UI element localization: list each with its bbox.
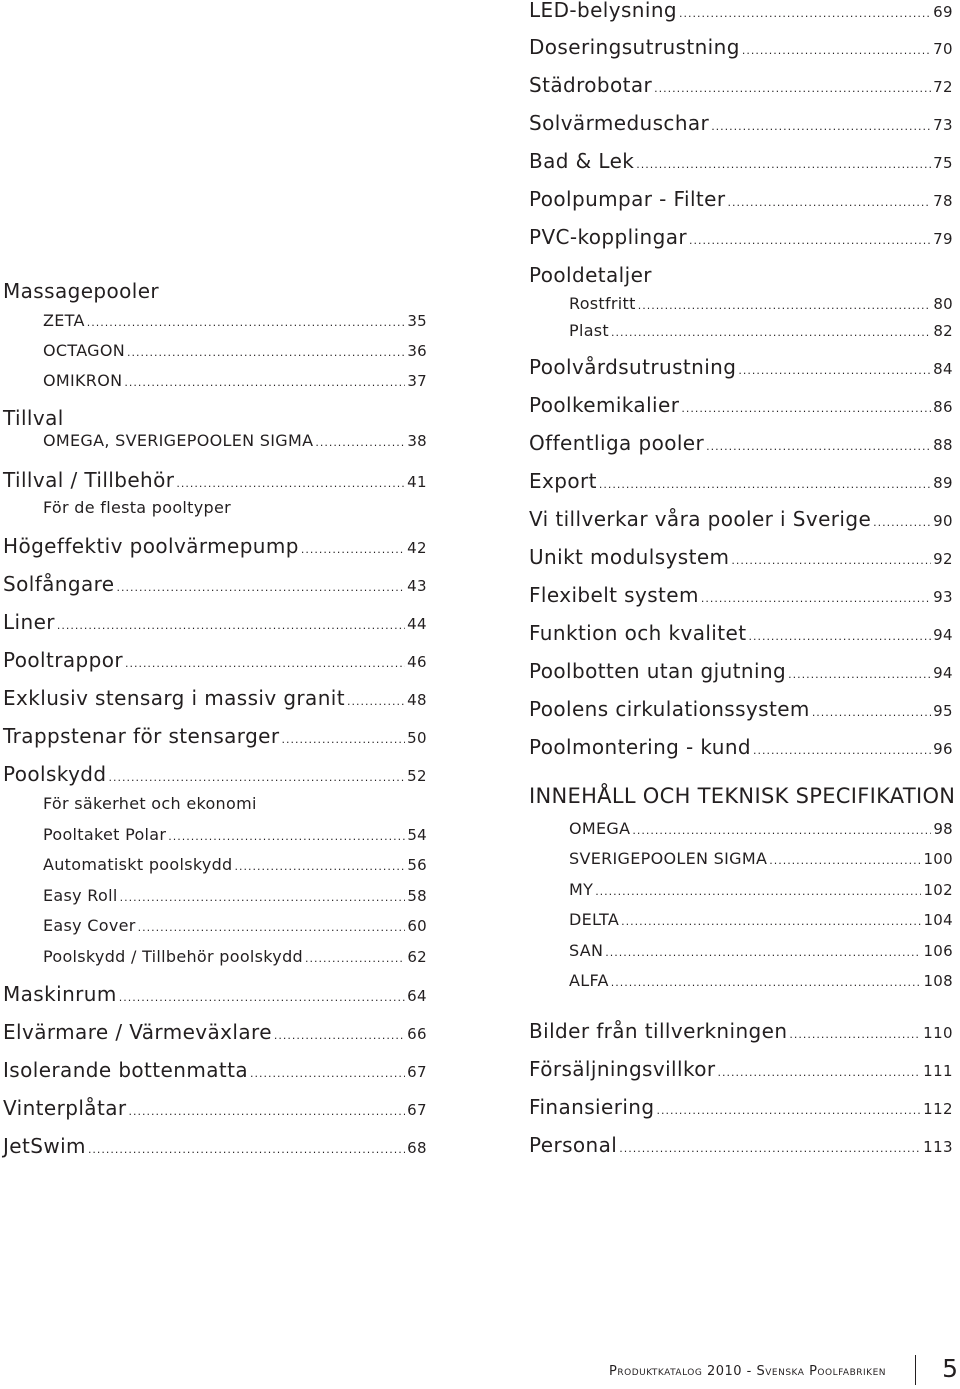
toc-entry (529, 75, 953, 95)
dot-leader (57, 620, 405, 631)
toc-entry (529, 973, 953, 989)
toc-page-number: 67 (407, 1101, 427, 1119)
toc-page-number: 78 (933, 192, 953, 210)
toc-entry (3, 764, 427, 784)
toc-entry-label: Solvärmeduschar (529, 111, 710, 135)
toc-entry (3, 688, 427, 708)
toc-entry-label: Export (529, 469, 597, 493)
toc-entry (3, 949, 427, 965)
toc-heading (529, 784, 956, 808)
toc-entry-label: Personal (529, 1133, 618, 1157)
toc-entry-label: DELTA (569, 910, 620, 929)
dot-leader (301, 544, 405, 555)
toc-page-number: 102 (923, 881, 953, 899)
dot-leader (706, 441, 931, 452)
toc-entry-label: Poolvårdsutrustning (529, 355, 737, 379)
toc-page-number: 90 (933, 512, 953, 530)
toc-page-number: 44 (407, 615, 427, 633)
toc-entry-label: Finansiering (529, 1095, 655, 1119)
toc-page-number: 38 (407, 432, 427, 450)
toc-page-number: 84 (933, 360, 953, 378)
toc-page-number: 93 (933, 588, 953, 606)
toc-entry (529, 296, 953, 312)
toc-entry-label: Doseringsutrustning (529, 35, 740, 59)
footer-divider (915, 1355, 916, 1385)
toc-page-number: 62 (407, 948, 427, 966)
toc-heading (3, 281, 427, 301)
dot-leader (748, 631, 931, 642)
toc-entry (529, 509, 953, 529)
toc-entry-label: Pooltaket Polar (43, 825, 167, 844)
toc-entry (3, 984, 427, 1004)
toc-entry (529, 699, 953, 719)
toc-heading-label: Tillval (3, 406, 64, 430)
toc-entry-label: Tillval / Tillbehör (3, 468, 175, 492)
dot-leader (595, 886, 921, 897)
toc-entry (529, 433, 953, 453)
dot-leader (119, 992, 405, 1003)
toc-entry-label: Poolens cirkulationssystem (529, 697, 810, 721)
toc-entry-label: Easy Roll (43, 886, 118, 905)
toc-page-number: 79 (933, 230, 953, 248)
dot-leader (599, 479, 931, 490)
toc-entry-label: LED-belysning (529, 0, 678, 22)
toc-page-number: 73 (933, 116, 953, 134)
toc-entry-label: Trappstenar för stensarger (3, 724, 280, 748)
toc-page-number: 113 (923, 1138, 953, 1156)
toc-entry (529, 851, 953, 867)
toc-entry (529, 37, 953, 57)
toc-page-number: 36 (407, 342, 427, 360)
toc-entry-label: Maskinrum (3, 982, 117, 1006)
dot-leader (282, 734, 406, 745)
toc-page-number: 96 (933, 740, 953, 758)
toc-page-number: 50 (407, 729, 427, 747)
dot-leader (87, 317, 406, 328)
dot-leader (611, 977, 922, 988)
toc-heading (3, 408, 427, 428)
toc-entry (529, 1059, 953, 1079)
dot-leader (605, 947, 921, 958)
toc-page-number: 82 (933, 322, 953, 340)
toc-entry-label: Poolskydd / Tillbehör poolskydd (43, 947, 303, 966)
dot-leader (124, 377, 405, 388)
dot-leader (127, 347, 405, 358)
toc-entry (529, 821, 953, 837)
dot-leader (638, 300, 932, 311)
toc-entry-label: Offentliga pooler (529, 431, 705, 455)
toc-entry (529, 471, 953, 491)
toc-entry-label: OMEGA, SVERIGEPOOLEN SIGMA (43, 431, 314, 450)
dot-leader (738, 365, 931, 376)
toc-page-number: 46 (407, 653, 427, 671)
toc-page-number: 64 (407, 987, 427, 1005)
toc-entry (3, 373, 427, 389)
toc-entry (3, 918, 427, 934)
toc-page-number: 56 (407, 856, 427, 874)
dot-leader (305, 953, 405, 964)
toc-entry (529, 323, 953, 339)
toc-page-number: 72 (933, 78, 953, 96)
dot-leader (636, 159, 931, 170)
dot-leader (711, 121, 931, 132)
toc-entry (3, 1098, 427, 1118)
toc-entry-label: Easy Cover (43, 916, 136, 935)
toc-entry (529, 0, 953, 20)
toc-entry-label: Automatiskt poolskydd (43, 855, 233, 874)
dot-leader (235, 861, 406, 872)
toc-entry (529, 151, 953, 171)
toc-entry-label: SVERIGEPOOLEN SIGMA (569, 849, 768, 868)
toc-entry (3, 726, 427, 746)
dot-leader (88, 1144, 405, 1155)
toc-heading-label: Pooldetaljer (529, 263, 652, 287)
toc-page-number: 35 (407, 312, 427, 330)
toc-entry (529, 882, 953, 898)
toc-entry-label: ZETA (43, 311, 85, 330)
toc-page-number: 100 (923, 850, 953, 868)
toc-heading-label: För säkerhet och ekonomi (43, 794, 257, 813)
dot-leader (689, 235, 931, 246)
toc-entry-label: Isolerande bottenmatta (3, 1058, 249, 1082)
toc-page-number: 94 (933, 664, 953, 682)
toc-page-number: 110 (923, 1024, 953, 1042)
toc-entry (3, 536, 427, 556)
toc-page-number: 43 (407, 577, 427, 595)
toc-heading-label: För de flesta pooltyper (43, 498, 231, 517)
toc-entry (529, 943, 953, 959)
dot-leader (769, 855, 921, 866)
toc-page-number: 104 (923, 911, 953, 929)
toc-entry (529, 661, 953, 681)
toc-page-number: 106 (923, 942, 953, 960)
toc-entry-label: Solfångare (3, 572, 115, 596)
dot-leader (718, 1067, 922, 1078)
toc-heading (3, 796, 427, 812)
toc-entry-label: Exklusiv stensarg i massiv granit (3, 686, 345, 710)
dot-leader (742, 45, 931, 56)
toc-entry (529, 1021, 953, 1041)
toc-entry (529, 585, 953, 605)
toc-entry (3, 888, 427, 904)
page-footer (0, 1352, 960, 1386)
toc-entry (3, 313, 427, 329)
toc-entry (3, 574, 427, 594)
toc-page-number: 92 (933, 550, 953, 568)
toc-entry-label: Poolskydd (3, 762, 107, 786)
toc-entry-label: Elvärmare / Värmeväxlare (3, 1020, 272, 1044)
dot-leader (656, 1105, 921, 1116)
dot-leader (120, 892, 406, 903)
toc-page-number: 67 (407, 1063, 427, 1081)
dot-leader (125, 658, 405, 669)
toc-entry (3, 433, 427, 449)
toc-entry-label: Poolbotten utan gjutning (529, 659, 787, 683)
toc-page-number: 58 (407, 887, 427, 905)
toc-entry-label: Flexibelt system (529, 583, 699, 607)
toc-entry (529, 357, 953, 377)
toc-page-number: 98 (933, 820, 953, 838)
toc-entry-label: Liner (3, 610, 55, 634)
toc-entry-label: Högeffektiv poolvärmepump (3, 534, 299, 558)
toc-entry-label: Pooltrappor (3, 648, 123, 672)
dot-leader (812, 707, 931, 718)
toc-entry-label: OMIKRON (43, 371, 123, 390)
toc-page-number: 68 (407, 1139, 427, 1157)
toc-entry (529, 227, 953, 247)
dot-leader (138, 922, 406, 933)
toc-page-number: 52 (407, 767, 427, 785)
toc-entry (3, 827, 427, 843)
dot-leader (788, 669, 931, 680)
toc-entry (3, 1022, 427, 1042)
dot-leader (731, 555, 931, 566)
toc-page-number: 37 (407, 372, 427, 390)
toc-page-number: 108 (923, 972, 953, 990)
dot-leader (679, 8, 931, 19)
dot-leader (619, 1143, 921, 1154)
toc-page-number: 70 (933, 40, 953, 58)
toc-entry-label: Vi tillverkar våra pooler i Sverige (529, 507, 872, 531)
toc-heading-label: Massagepooler (3, 279, 160, 303)
toc-entry-label: OMEGA (569, 819, 631, 838)
dot-leader (347, 696, 405, 707)
toc-entry-label: OCTAGON (43, 341, 126, 360)
toc-page-number: 112 (923, 1100, 953, 1118)
toc-entry-label: Vinterplåtar (3, 1096, 127, 1120)
toc-entry (529, 547, 953, 567)
toc-heading (529, 265, 953, 285)
toc-entry-label: Städrobotar (529, 73, 653, 97)
toc-entry-label: Poolmontering - kund (529, 735, 752, 759)
dot-leader (632, 825, 931, 836)
dot-leader (250, 1068, 405, 1079)
dot-leader (701, 593, 931, 604)
toc-page-number: 111 (923, 1062, 953, 1080)
toc-entry (529, 912, 953, 928)
toc-page-number: 86 (933, 398, 953, 416)
toc-entry-label: Bilder från tillverkningen (529, 1019, 788, 1043)
toc-entry-label: Plast (569, 321, 610, 340)
dot-leader (873, 517, 931, 528)
toc-page-number: 42 (407, 539, 427, 557)
toc-page-number: 54 (407, 826, 427, 844)
toc-entry-label: MY (569, 880, 594, 899)
toc-page-number: 66 (407, 1025, 427, 1043)
toc-entry-label: Försäljningsvillkor (529, 1057, 716, 1081)
toc-entry-label: JetSwim (3, 1134, 86, 1158)
toc-entry (3, 1136, 427, 1156)
toc-entry (3, 650, 427, 670)
dot-leader (681, 403, 931, 414)
toc-heading-label: INNEHÅLL OCH TEKNISK SPECIFIKATION (529, 784, 956, 808)
toc-entry (529, 1135, 953, 1155)
toc-page-number: 89 (933, 474, 953, 492)
toc-page-number: 48 (407, 691, 427, 709)
dot-leader (654, 83, 931, 94)
footer-page-number: 5 (942, 1354, 958, 1383)
footer-catalog-title: Produktkatalog 2010 - Svenska Poolfabriken (609, 1364, 886, 1379)
toc-page-number: 75 (933, 154, 953, 172)
dot-leader (176, 478, 405, 489)
toc-page-number: 41 (407, 473, 427, 491)
toc-entry (529, 189, 953, 209)
toc-entry-label: Poolkemikalier (529, 393, 680, 417)
toc-entry (3, 612, 427, 632)
toc-page-number: 88 (933, 436, 953, 454)
toc-entry-label: Unikt modulsystem (529, 545, 730, 569)
toc-page-number: 60 (407, 917, 427, 935)
toc-entry-label: Funktion och kvalitet (529, 621, 747, 645)
toc-entry-label: Bad & Lek (529, 149, 635, 173)
dot-leader (315, 437, 405, 448)
toc-entry (529, 1097, 953, 1117)
toc-entry (3, 1060, 427, 1080)
toc-entry (3, 343, 427, 359)
dot-leader (128, 1106, 405, 1117)
dot-leader (117, 582, 406, 593)
dot-leader (621, 916, 921, 927)
toc-page-number: 95 (933, 702, 953, 720)
toc-page-number: 69 (933, 3, 953, 21)
toc-entry (529, 395, 953, 415)
toc-entry (3, 857, 427, 873)
toc-entry (529, 623, 953, 643)
toc-entry (3, 470, 427, 490)
toc-entry (529, 737, 953, 757)
toc-entry-label: Poolpumpar - Filter (529, 187, 726, 211)
dot-leader (168, 831, 405, 842)
toc-entry-label: Rostfritt (569, 294, 636, 313)
toc-entry-label: PVC-kopplingar (529, 225, 687, 249)
toc-entry-label: SAN (569, 941, 604, 960)
dot-leader (274, 1030, 405, 1041)
toc-heading (3, 500, 427, 516)
dot-leader (611, 327, 931, 338)
dot-leader (753, 745, 931, 756)
dot-leader (109, 772, 406, 783)
toc-entry (529, 113, 953, 133)
dot-leader (727, 197, 931, 208)
dot-leader (789, 1029, 921, 1040)
toc-page-number: 80 (933, 295, 953, 313)
toc-page-number: 94 (933, 626, 953, 644)
toc-entry-label: ALFA (569, 971, 609, 990)
